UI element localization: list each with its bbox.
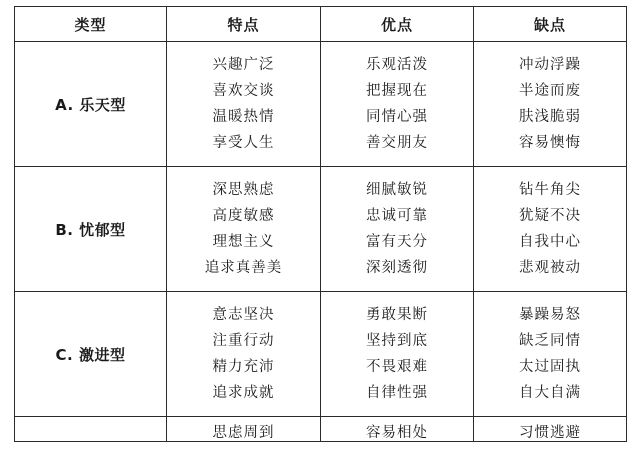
column-header-strengths: 优点 — [321, 7, 474, 42]
list-item: 精力充沛 — [212, 358, 275, 375]
list-item: 太过固执 — [519, 358, 581, 375]
row-features-cell — [167, 292, 321, 417]
list-item: 容易懊悔 — [519, 134, 581, 151]
row-strengths-cell — [321, 167, 474, 292]
list-item: 享受人生 — [212, 134, 275, 151]
list-item: 追求真善美 — [204, 259, 283, 276]
row-type-label: C. 激进型 — [15, 292, 167, 417]
list-item: 细腻敏锐 — [366, 181, 428, 198]
table-body — [15, 42, 627, 442]
row-weaknesses-cell — [474, 292, 627, 417]
list-item: 思虑周到 — [212, 425, 275, 440]
list-item: 勇敢果断 — [366, 306, 428, 323]
row-features-cell — [167, 42, 321, 167]
list-item: 同情心强 — [366, 108, 428, 125]
personality-types-table — [14, 6, 627, 442]
table-row — [15, 417, 627, 442]
list-item: 善交朋友 — [366, 134, 428, 151]
list-item: 理想主义 — [212, 233, 275, 250]
list-item: 缺乏同情 — [519, 332, 581, 349]
list-item: 兴趣广泛 — [212, 56, 275, 73]
row-weaknesses-cell — [474, 167, 627, 292]
list-item: 喜欢交谈 — [212, 82, 275, 99]
list-item: 犹疑不决 — [519, 207, 581, 224]
list-item: 深刻透彻 — [366, 259, 428, 276]
list-item: 把握现在 — [366, 82, 428, 99]
list-item: 意志坚决 — [212, 306, 275, 323]
list-item: 容易相处 — [366, 425, 428, 440]
row-type-label: B. 忧郁型 — [15, 167, 167, 292]
list-item: 习惯逃避 — [519, 425, 581, 440]
row-features-cell — [167, 417, 321, 442]
column-header-features: 特点 — [167, 7, 321, 42]
list-item: 自我中心 — [519, 233, 581, 250]
table-header-row — [15, 7, 627, 42]
row-strengths-cell — [321, 292, 474, 417]
list-item: 深思熟虑 — [212, 181, 275, 198]
column-header-weaknesses: 缺点 — [474, 7, 627, 42]
column-header-type: 类型 — [15, 7, 167, 42]
row-strengths-cell — [321, 417, 474, 442]
list-item: 悲观被动 — [519, 259, 581, 276]
list-item: 肤浅脆弱 — [519, 108, 581, 125]
list-item: 钻牛角尖 — [519, 181, 581, 198]
list-item: 半途而废 — [519, 82, 581, 99]
row-features-cell — [167, 167, 321, 292]
table-header — [15, 7, 627, 42]
list-item: 富有天分 — [366, 233, 428, 250]
list-item: 忠诚可靠 — [366, 207, 428, 224]
list-item: 乐观活泼 — [366, 56, 428, 73]
row-weaknesses-cell — [474, 417, 627, 442]
table-row — [15, 292, 627, 417]
table-row — [15, 167, 627, 292]
list-item: 坚持到底 — [366, 332, 428, 349]
row-weaknesses-cell — [474, 42, 627, 167]
list-item: 不畏艰难 — [366, 358, 428, 375]
list-item: 自律性强 — [366, 384, 428, 401]
row-type-label — [15, 417, 167, 442]
list-item: 暴躁易怒 — [519, 306, 581, 323]
row-strengths-cell — [321, 42, 474, 167]
list-item: 追求成就 — [212, 384, 275, 401]
list-item: 自大自满 — [519, 384, 581, 401]
list-item: 冲动浮躁 — [519, 56, 581, 73]
row-type-label: A. 乐天型 — [15, 42, 167, 167]
list-item: 注重行动 — [212, 332, 275, 349]
list-item: 温暖热情 — [212, 108, 275, 125]
list-item: 高度敏感 — [212, 207, 275, 224]
table-row — [15, 42, 627, 167]
